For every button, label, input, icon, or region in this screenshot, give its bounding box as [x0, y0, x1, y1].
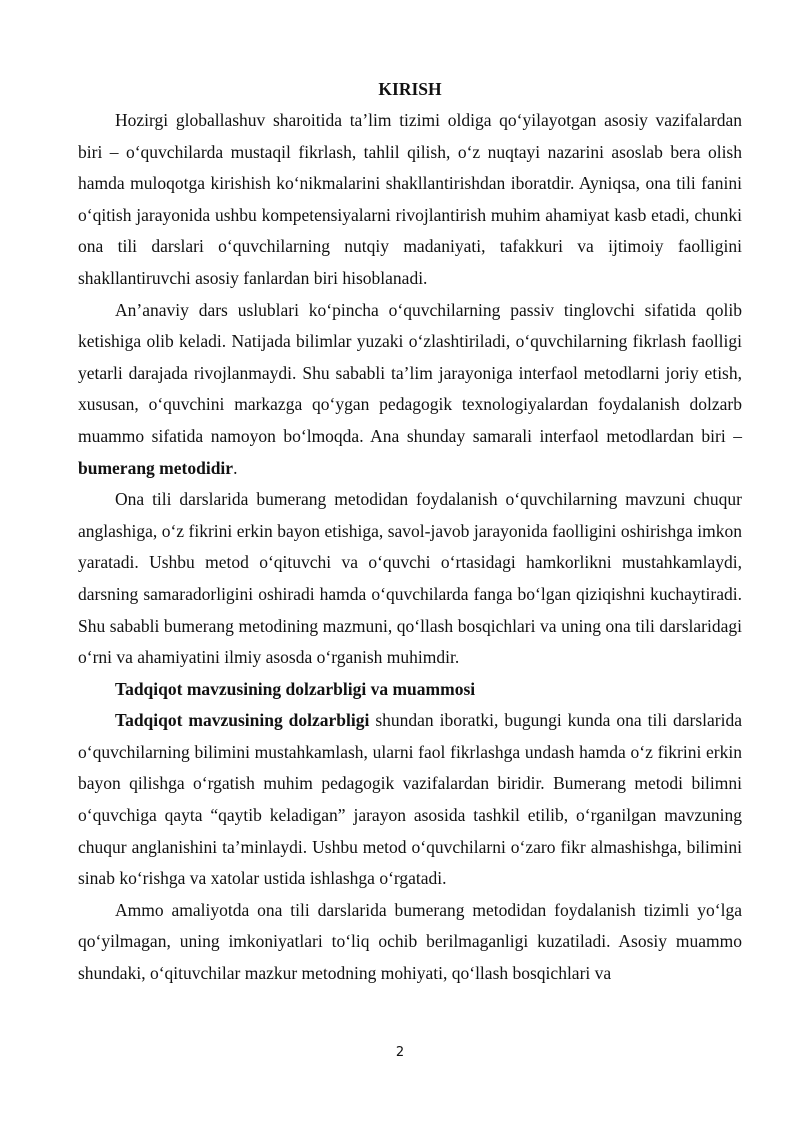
paragraph-boomerang-benefits: Ona tili darslarida bumerang metodidan foydalanish o‘quvchilarning mavzuni chuqur anglashiga, o‘z fikrini erkin bayon etishiga, savol-javob jarayonida faolligini oshirishga imkon yaratadi. Ushbu metod o‘qituvchi va o‘quvchi o‘rtasidagi hamkorlikni mustahkamlaydi, darsning samaradorligini oshiradi hamda o‘quvchilarda fanga bo‘lgan qiziqishni kuchaytiradi. Shu sababli bumerang metodining mazmuni, qo‘llash bosqichlari va uning ona tili darslaridagi o‘rni va ahamiyatini ilmiy asosda o‘rganish muhimdir.: [78, 489, 742, 668]
section-title: KIRISH: [378, 79, 442, 99]
page-number: 2: [395, 1045, 405, 1060]
bold-term-boomerang-method: bumerang metodidir: [78, 457, 234, 478]
subsection-heading: Tadqiqot mavzusining dolzarbligi va muammosi: [115, 678, 476, 699]
paragraph-text-end: .: [233, 457, 238, 478]
paragraph-intro: Hozirgi globallashuv sharoitida ta’lim tizimi oldiga qo‘yilayotgan asosiy vazifalardan biri – o‘quvchilarda mustaqil fikrlash, tahlil qilish, o‘z nuqtayi nazarini asoslab bera olish hamda muloqotga kirishish ko‘nikmalarini shakllantirishdan iboratdir. Ayniqsa, ona tili fanini o‘qitish jarayonida ushbu kompetensiyalarni rivojlantirish muhim ahamiyat kasb etadi, chunki ona tili darslari o‘quvchilarning nutqiy madaniyati, tafakkuri va ijtimoiy faolligini shakllantiruvchi asosiy fanlardan biri hisoblanadi.: [78, 110, 742, 288]
paragraph-relevance: [78, 705, 742, 895]
paragraph-problem: Ammo amaliyotda ona tili darslarida bumerang metodidan foydalanish tizimli yo‘lga qo‘yilmagan, uning imkoniyatlari to‘liq ochib berilmaganligi kuzatiladi. Asosiy muammo shundaki, o‘qituvchilar mazkur metodning mohiyati, qo‘llash bosqichlari va: [78, 899, 742, 984]
document-body: [78, 74, 742, 990]
paragraph-text: An’anaviy dars uslublari ko‘pincha o‘quvchilarning passiv tinglovchi sifatida qolib ketishiga olib keladi. Natijada bilimlar yuzaki o‘zlashtiriladi, o‘quvchilarning fikrlash faolligi yetarli darajada rivojlanmaydi. Shu sababli ta’lim jarayoniga interfaol metodlarni joriy etish, xususan, o‘quvchini markazga qo‘ygan pedagogik texnologiyalardan foydalanish dolzarb muammo sifatida namoyon bo‘lmoqda. Ana shunday samarali interfaol metodlardan biri –: [78, 299, 742, 446]
paragraph-text: shundan iboratki, bugungi kunda ona tili darslarida o‘quvchilarning bilimini mustahkamlash, ularni faol fikrlashga undash hamda o‘z fikrini erkin bayon qilishga o‘rgatish muhim pedagogik vazifalardan biridir. Bumerang metodi bilimni o‘quvchiga qayta “qaytib keladigan” jarayon asosida tashkil etilib, o‘rganilgan mavzuning chuqur anglanishini ta’minlaydi. Ushbu metod o‘quvchilarni o‘zaro fikr almashishga, bilimini sinab ko‘rishga va xatolar ustida ishlashga o‘rgatadi.: [78, 710, 742, 889]
paragraph-traditional-methods: [78, 295, 742, 485]
bold-term-relevance: Tadqiqot mavzusining dolzarbligi: [115, 710, 370, 731]
